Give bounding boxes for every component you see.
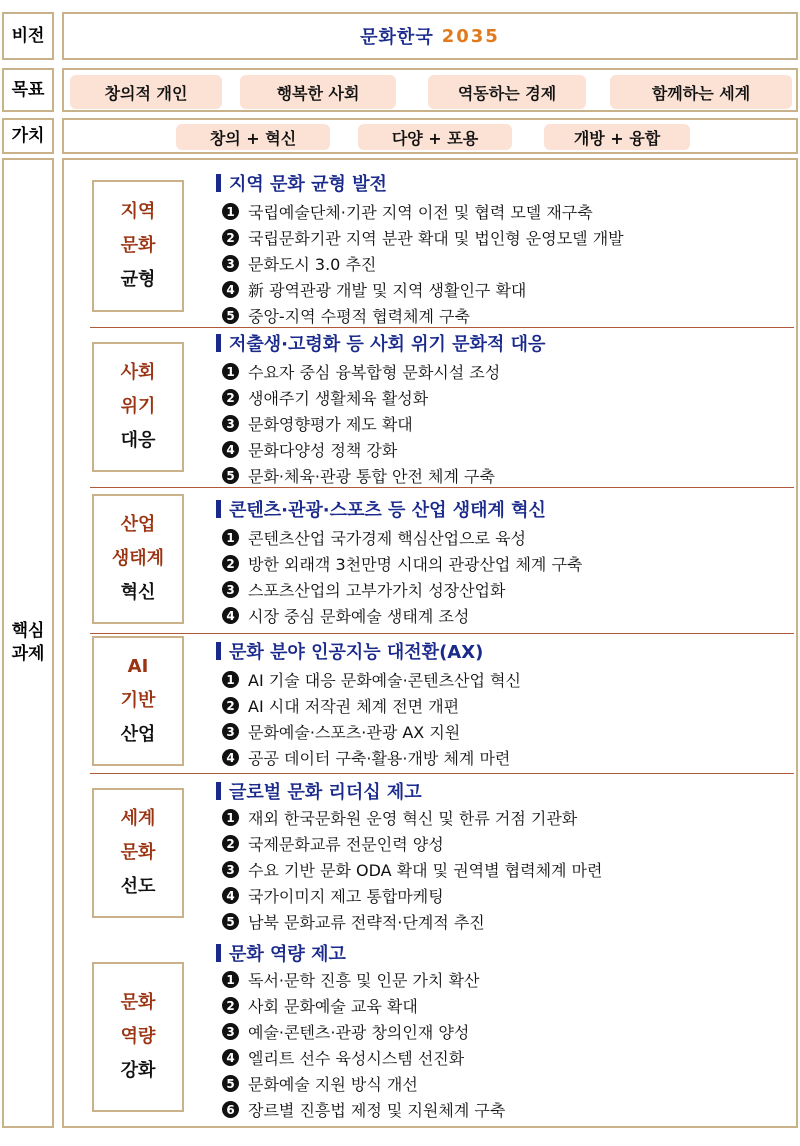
section-heading-text: 문화 분야 인공지능 대전환(AX) [229,642,484,663]
value-label: 가치 [11,125,45,146]
list-item-text: 스포츠산업의 고부가가치 성장산업화 [248,581,506,600]
number-4-icon: 4 [222,281,239,298]
category-word-1: 세계 [120,808,156,829]
section-heading-text: 글로벌 문화 리더십 제고 [229,782,422,803]
category-word-3: 강화 [120,1060,156,1081]
section-global-leadership [64,774,796,944]
list-item-text: 문화예술·스포츠·관광 AX 지원 [248,723,461,742]
number-1-icon: 1 [222,203,239,220]
list-item [222,694,459,717]
number-1-icon: 1 [222,671,239,688]
list-item [222,438,397,461]
category-word-1: 사회 [120,362,156,383]
list-item [222,252,376,275]
goal-pill-2: 행복한 사회 [240,75,396,109]
category-word-2: 역량 [120,1026,156,1047]
heading-bar-icon [216,334,221,352]
category-box [92,494,184,624]
list-item [222,832,444,855]
list-item [222,884,444,907]
category-word-2: 문화 [120,842,156,863]
number-1-icon: 1 [222,971,239,988]
section-heading [216,638,483,664]
category-word-2: 문화 [120,235,156,256]
category-word-3: 혁신 [120,582,156,603]
number-1-icon: 1 [222,809,239,826]
list-item-text: 예술·콘텐츠·관광 창의인재 양성 [248,1023,470,1042]
list-item-text: 생애주기 생활체육 활성화 [248,389,429,408]
category-box [92,180,184,312]
list-item-text: 수요 기반 문화 ODA 확대 및 권역별 협력체계 마련 [248,861,603,880]
list-item-text: AI 기술 대응 문화예술·콘텐츠산업 혁신 [248,671,521,690]
section-social-crisis [64,328,796,488]
list-item [222,526,526,549]
heading-bar-icon [216,642,221,660]
value-pill-3: 개방 + 융합 [544,124,690,150]
number-2-icon: 2 [222,835,239,852]
list-item [222,304,470,327]
list-item [222,746,510,769]
number-1-icon: 1 [222,529,239,546]
vision-label: 비전 [11,25,45,46]
category-word-1: 산업 [120,514,156,535]
tasks-row-label [2,158,54,1128]
number-2-icon: 2 [222,997,239,1014]
section-heading [216,170,387,196]
section-heading-text: 저출생·고령화 등 사회 위기 문화적 대응 [229,334,546,355]
category-box [92,342,184,472]
list-item [222,278,526,301]
list-item [222,994,418,1017]
number-2-icon: 2 [222,555,239,572]
list-item [222,360,500,383]
list-item-text: 독서·문학 진흥 및 인문 가치 확산 [248,971,480,990]
category-word-1: 문화 [120,992,156,1013]
section-ai-industry [64,634,796,774]
list-item-text: 수요자 중심 융복합형 문화시설 조성 [248,363,501,382]
list-item-text: 남북 문화교류 전략적·단계적 추진 [248,913,485,932]
section-cultural-capacity [64,930,796,1126]
category-word-3: 균형 [120,269,156,290]
tasks-label-2: 과제 [11,644,45,664]
goal-box [62,68,798,112]
number-6-icon: 6 [222,1101,239,1118]
list-item-text: 문화예술 지원 방식 개선 [248,1075,418,1094]
list-item [222,604,469,627]
category-box [92,636,184,766]
number-4-icon: 4 [222,749,239,766]
list-item-text: 문화·체육·관광 통합 안전 체계 구축 [248,467,495,486]
tasks-label-1: 핵심 [11,621,45,642]
list-item [222,1072,418,1095]
number-4-icon: 4 [222,607,239,624]
list-item-text: AI 시대 저작권 체계 전면 개편 [248,697,460,716]
number-4-icon: 4 [222,441,239,458]
vision-title [64,14,796,58]
category-word-3: 대응 [120,430,156,451]
list-item [222,668,521,691]
section-regional-balance [64,160,796,328]
list-item [222,552,582,575]
number-3-icon: 3 [222,1023,239,1040]
number-3-icon: 3 [222,255,239,272]
list-item-text: 엘리트 선수 육성시스템 선진화 [248,1049,465,1068]
list-item [222,968,479,991]
section-heading [216,330,545,356]
category-word-2: 기반 [120,690,156,711]
category-word-1: AI [127,656,149,677]
list-item [222,1098,505,1121]
vision-title-text: 문화한국 [360,27,434,48]
goal-pill-3: 역동하는 경제 [428,75,586,109]
number-2-icon: 2 [222,229,239,246]
list-item [222,412,413,435]
number-2-icon: 2 [222,697,239,714]
list-item [222,578,505,601]
section-industry-ecosystem [64,488,796,634]
list-item-text: 국제문화교류 전문인력 양성 [248,835,444,854]
number-3-icon: 3 [222,723,239,740]
list-item [222,1020,469,1043]
category-word-3: 산업 [120,724,156,745]
list-item-text: 콘텐츠산업 국가경제 핵심산업으로 육성 [248,529,527,548]
list-item-text: 장르별 진흥법 제정 및 지원체계 구축 [248,1101,506,1120]
number-4-icon: 4 [222,1049,239,1066]
heading-bar-icon [216,782,221,800]
number-2-icon: 2 [222,389,239,406]
list-item [222,200,593,223]
list-item-text: 방한 외래객 3천만명 시대의 관광산업 체계 구축 [248,555,583,574]
category-word-1: 지역 [120,201,156,222]
list-item [222,464,495,487]
list-item [222,1046,464,1069]
section-heading-text: 콘텐츠·관광·스포츠 등 산업 생태계 혁신 [229,500,546,521]
vision-box [62,12,798,60]
list-item-text: 재외 한국문화원 운영 혁신 및 한류 거점 기관화 [248,809,578,828]
category-word-3: 선도 [120,876,156,897]
list-item-text: 국가이미지 제고 통합마케팅 [248,887,444,906]
number-4-icon: 4 [222,887,239,904]
section-heading-text: 문화 역량 제고 [229,944,346,965]
number-5-icon: 5 [222,467,239,484]
list-item-text: 시장 중심 문화예술 생태계 조성 [248,607,470,626]
value-pill-1: 창의 + 혁신 [176,124,330,150]
section-heading [216,496,546,522]
number-3-icon: 3 [222,861,239,878]
value-pill-2: 다양 + 포용 [358,124,512,150]
list-item [222,858,602,881]
list-item-text: 문화도시 3.0 추진 [248,255,377,274]
list-item [222,720,460,743]
category-word-2: 위기 [120,396,156,417]
section-heading-text: 지역 문화 균형 발전 [229,174,387,195]
heading-bar-icon [216,174,221,192]
heading-bar-icon [216,500,221,518]
goal-pill-4: 함께하는 세계 [610,75,792,109]
section-heading [216,778,422,804]
list-item-text: 국립예술단체·기관 지역 이전 및 협력 모델 재구축 [248,203,593,222]
goal-row-label [2,68,54,112]
number-5-icon: 5 [222,307,239,324]
goal-label: 목표 [11,79,45,100]
number-5-icon: 5 [222,1075,239,1092]
category-word-2: 생태계 [111,548,165,569]
tasks-box [62,158,798,1128]
category-box [92,788,184,918]
goal-pill-1: 창의적 개인 [70,75,222,109]
list-item [222,386,428,409]
list-item-text: 문화다양성 정책 강화 [248,441,398,460]
heading-bar-icon [216,944,221,962]
list-item-text: 중앙-지역 수평적 협력체계 구축 [248,307,470,326]
list-item-text: 사회 문화예술 교육 확대 [248,997,418,1016]
list-item-text: 공공 데이터 구축·활용·개방 체계 마련 [248,749,511,768]
category-box [92,962,184,1112]
list-item-text: 문화영향평가 제도 확대 [248,415,413,434]
vision-row-label [2,12,54,60]
value-box [62,118,798,154]
number-3-icon: 3 [222,415,239,432]
vision-year: 2035 [441,25,500,47]
value-row-label [2,118,54,154]
list-item-text: 新 광역관광 개발 및 지역 생활인구 확대 [248,281,527,300]
list-item-text: 국립문화기관 지역 분관 확대 및 법인형 운영모델 개발 [248,229,624,248]
list-item [222,806,577,829]
section-heading [216,940,346,966]
number-3-icon: 3 [222,581,239,598]
number-5-icon: 5 [222,913,239,930]
list-item [222,226,624,249]
number-1-icon: 1 [222,363,239,380]
